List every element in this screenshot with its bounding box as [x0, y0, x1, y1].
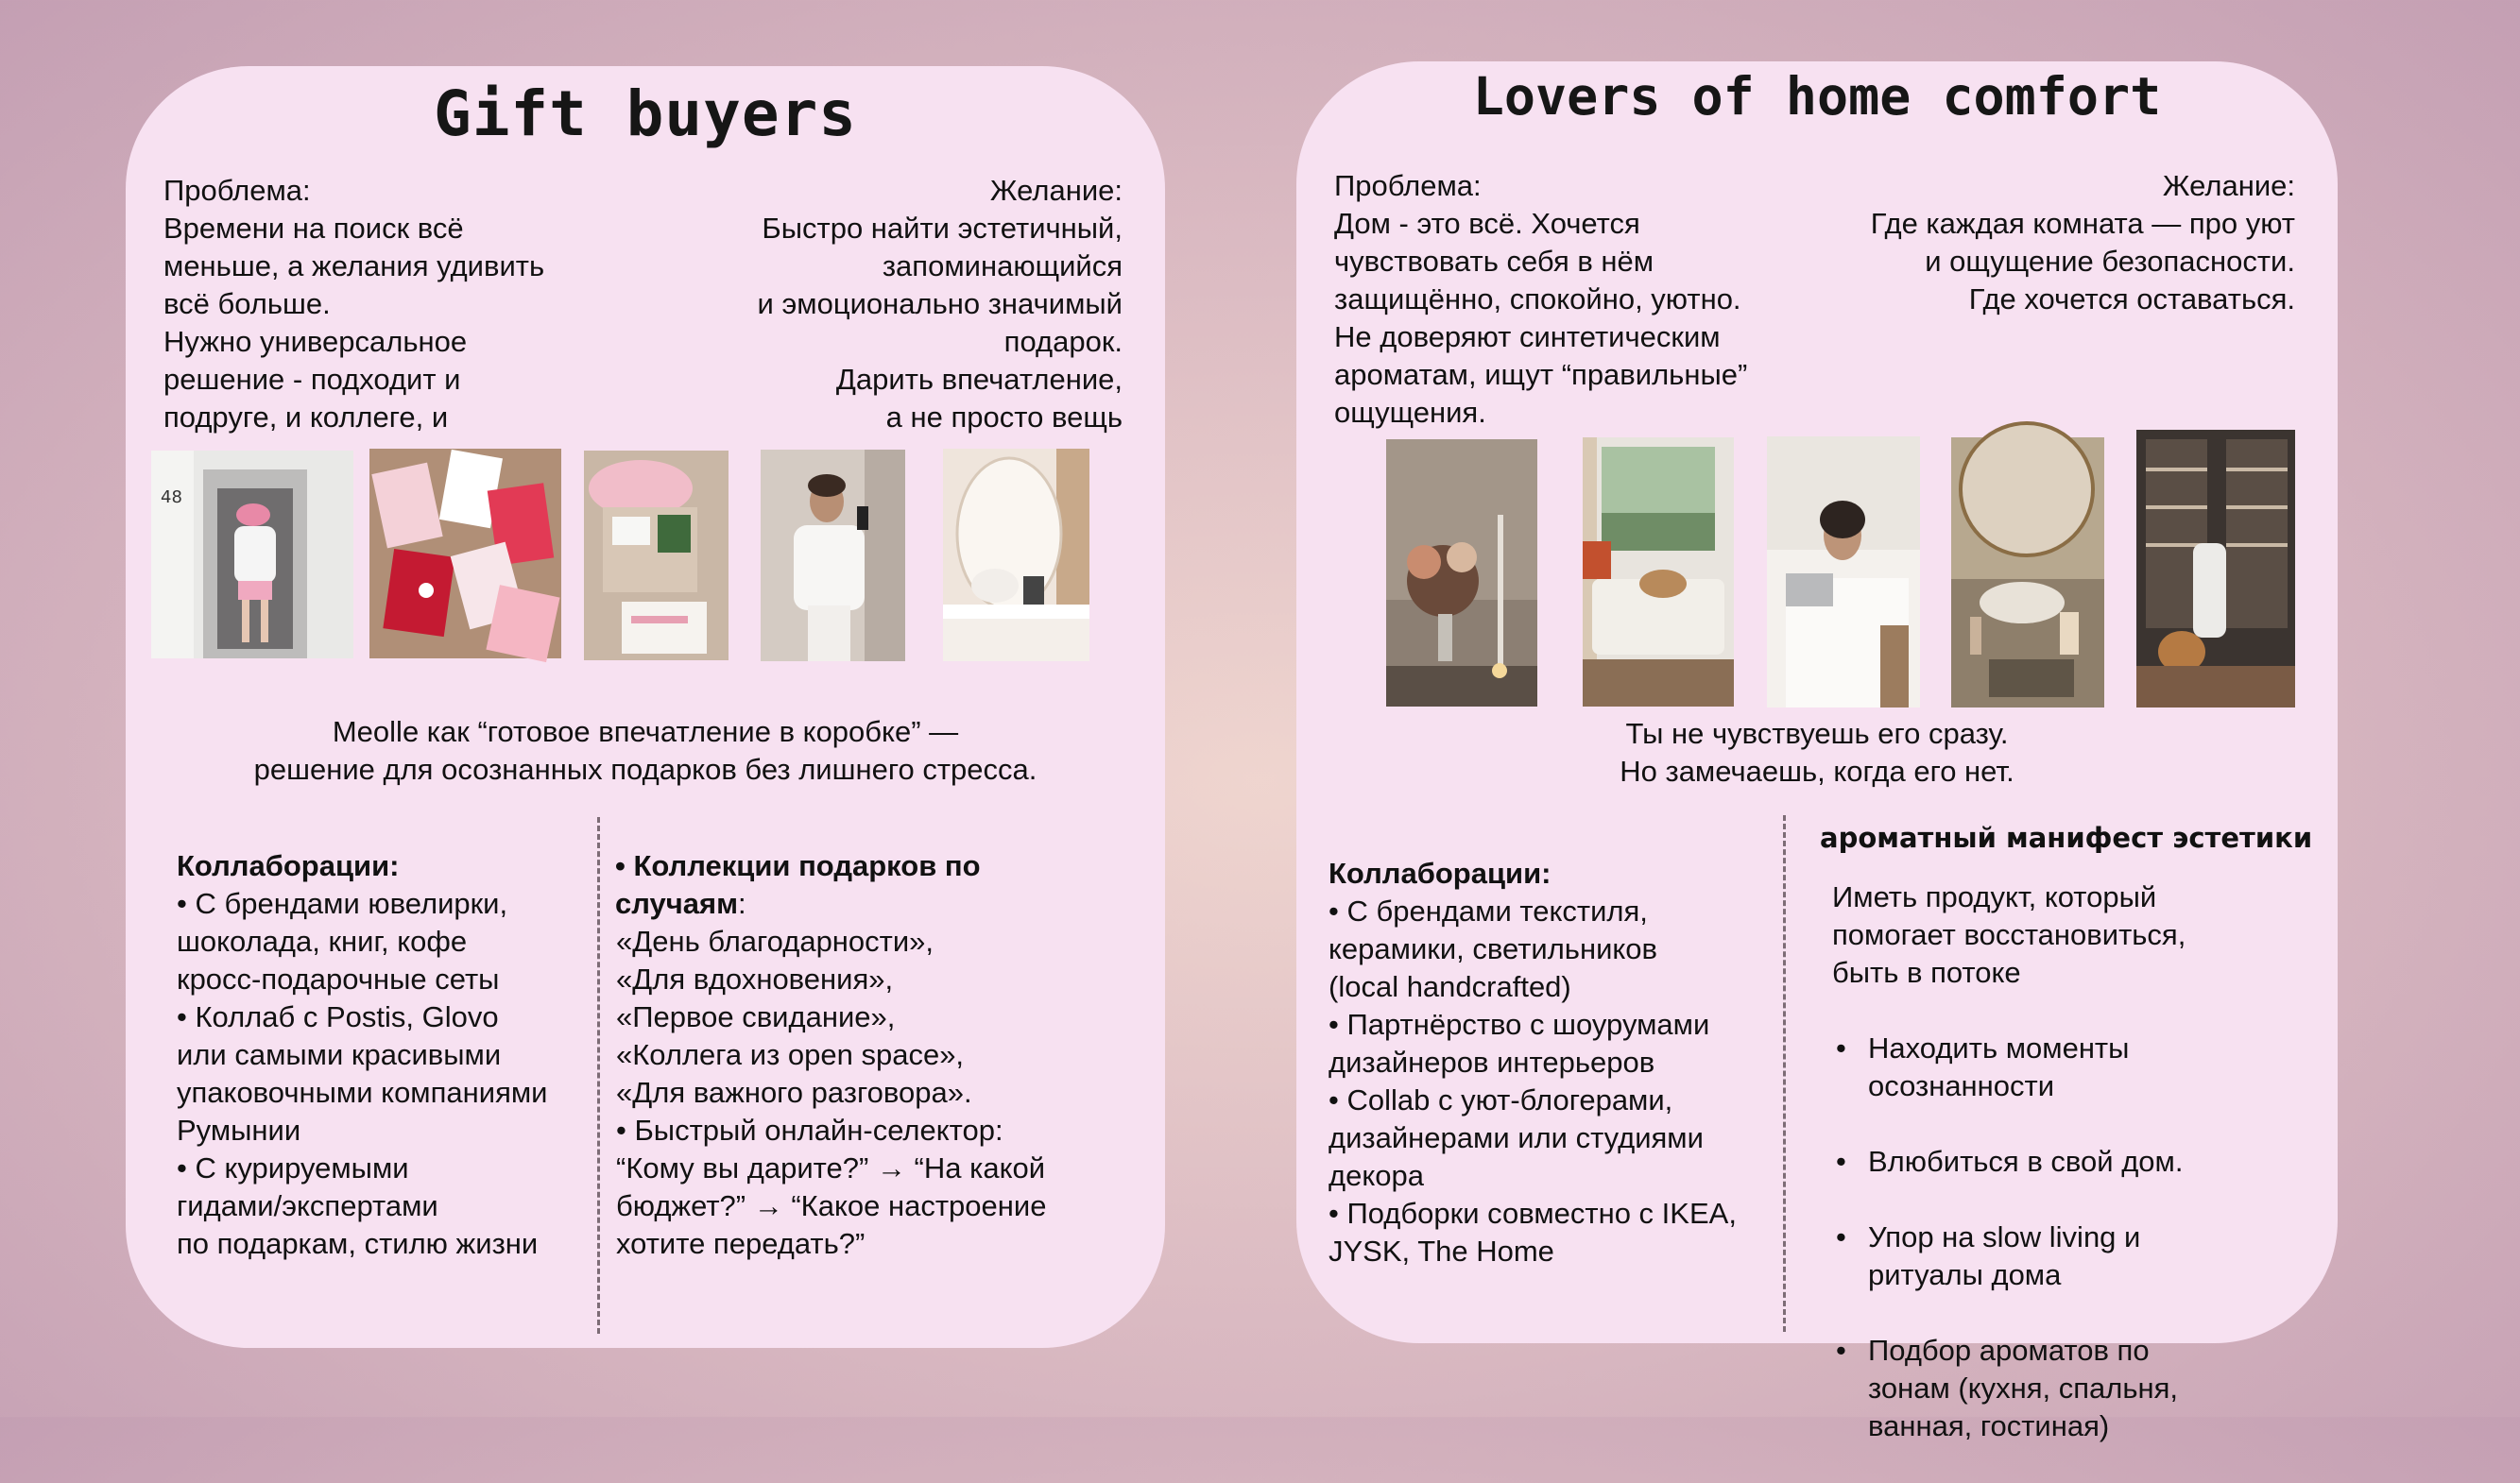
caption: Ты не чувствуешь его сразу. Но замечаешь, когда его нет.	[1620, 717, 2014, 788]
problem-label: Проблема:	[163, 174, 311, 207]
desire-text: Быстро найти эстетичный, запоминающийся и эмоционально значимый подарок. Дарить впечатление, а не просто вещь	[757, 212, 1123, 434]
woman-in-bed-laptop-photo	[1767, 436, 1920, 707]
valentine-cards-photo	[369, 449, 561, 658]
vanity-table-photo	[943, 449, 1089, 661]
collab-heading: Коллаборации:	[1329, 857, 1551, 890]
column-divider	[1783, 815, 1786, 1332]
wardrobe-dog-photo	[2136, 430, 2295, 707]
desire-label: Желание:	[2162, 169, 2295, 202]
collab-text: • С брендами текстиля, керамики, светильников (local handcrafted) • Партнёрство с шоурумами дизайнеров интерьеров • Collab с уют-блогерами, дизайнерами или студиями декора • Подборки совместно с IKEA, JYSK, The Home	[1329, 895, 1737, 1268]
living-room-dog-photo	[1583, 437, 1734, 707]
svg-text:48: 48	[161, 487, 182, 507]
column-divider	[597, 817, 600, 1334]
desire-text: Где каждая комната — про уют и ощущение безопасности. Где хочется оставаться.	[1870, 207, 2295, 315]
manifest-item: • Упор на slow living и ритуалы дома	[1832, 1219, 2286, 1294]
collab-text: • С брендами ювелирки, шоколада, книг, кофе кросс-подарочные сеты • Коллаб с Postis, Glovo или самыми красивыми упаковочными компаниями Румынии • С курируемыми гидами/экспертами по подаркам, стилю жизни	[177, 887, 548, 1260]
dried-flowers-candle-photo	[1386, 439, 1537, 707]
problem-label: Проблема:	[1334, 169, 1482, 202]
mirror-selfie-photo	[761, 450, 905, 661]
card-title: Lovers of home comfort	[1472, 66, 2162, 127]
manifest-item: • Влюбиться в свой дом.	[1832, 1143, 2286, 1181]
desire-label: Желание:	[989, 174, 1123, 207]
gift-buyers-card	[126, 66, 1165, 1348]
manifest-list	[1832, 992, 2286, 1483]
manifest-item: • Находить моменты осознанности	[1832, 1030, 2286, 1105]
collections-heading: • Коллекции подарков по случаям:	[615, 849, 981, 920]
collections-text: «День благодарности», «Для вдохновения», «Первое свидание», «Коллега из open space», «Для важного разговора». • Быстрый онлайн-селектор: “Кому вы дарите?” → “На какой бюджет?” → “Какое настроение хотите передать?”	[616, 925, 1047, 1260]
problem-text: Времени на поиск всё меньше, а желания удивить всё больше. Нужно универсальное решение - подходит и подруге, и коллеге, и	[163, 212, 545, 434]
woman-in-pink-cap-photo	[151, 451, 353, 658]
manifest-item: • Подбор ароматов по зонам (кухня, спальня, ванная, гостиная)	[1832, 1332, 2286, 1445]
manifest-intro: Иметь продукт, который помогает восстановиться, быть в потоке	[1832, 880, 2186, 989]
home-comfort-card	[1296, 61, 2338, 1442]
caption: Meolle как “готовое впечатление в коробке” — решение для осознанных подарков без лишнего стресса.	[253, 715, 1037, 786]
collab-heading: Коллаборации:	[177, 849, 400, 882]
bathroom-sink-photo	[1951, 437, 2104, 707]
manifest-heading: ароматный манифест эстетики	[1820, 822, 2313, 854]
problem-text: Дом - это всё. Хочется чувствовать себя в нём защищённо, спокойно, уютно. Не доверяют синтетическим ароматам, ищут “правильные” ощущения.	[1334, 207, 1748, 429]
gift-box-photo	[584, 451, 729, 660]
card-title: Gift buyers	[433, 77, 858, 150]
